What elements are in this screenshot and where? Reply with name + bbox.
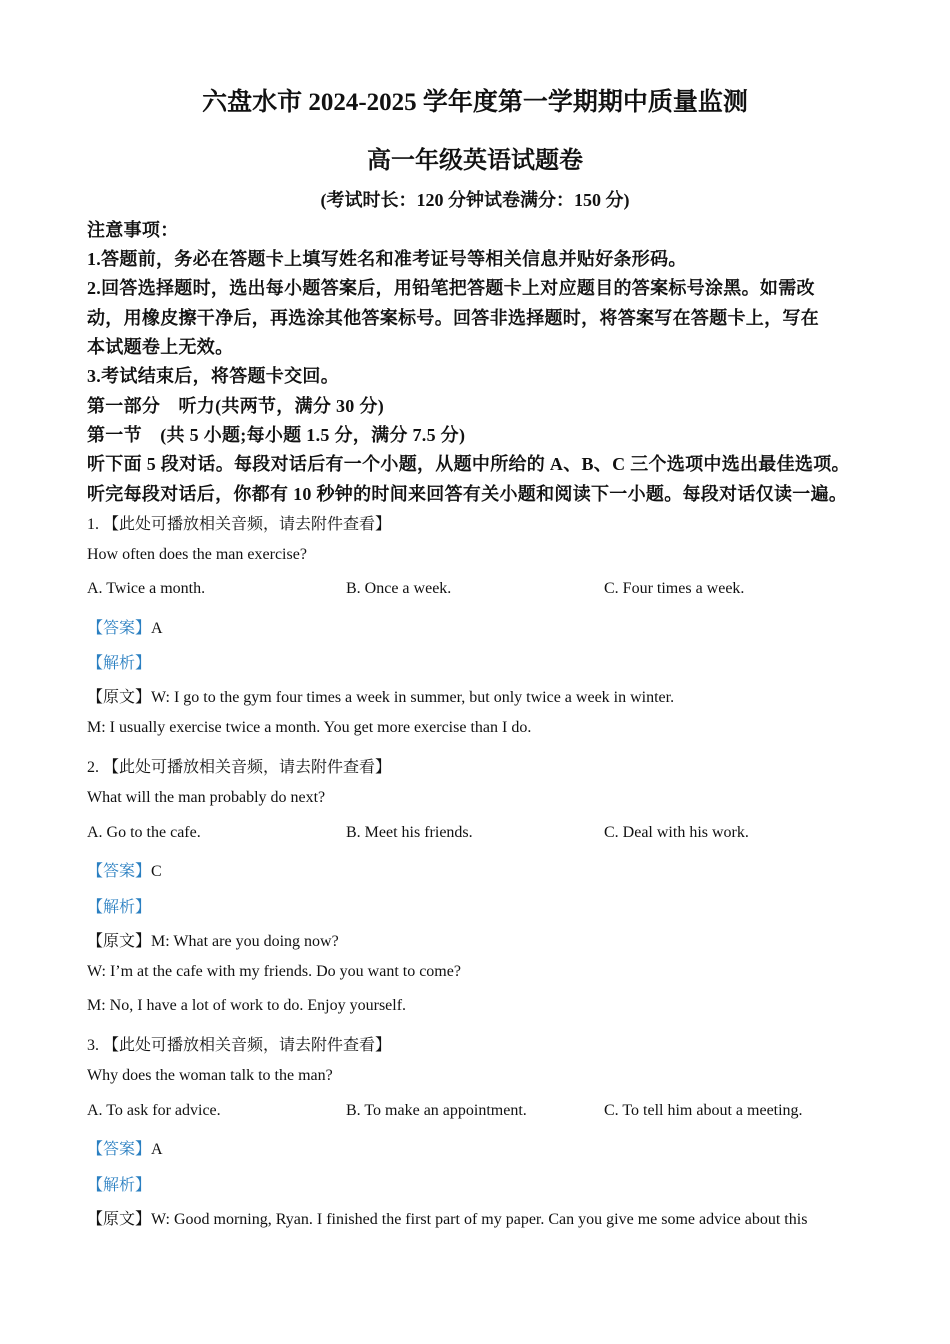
q2-analysis-label: 【解析】 bbox=[87, 899, 152, 916]
q1-analysis-label: 【解析】 bbox=[87, 655, 152, 672]
q3-option-a: A. To ask for advice. bbox=[87, 1102, 221, 1119]
q2-answer-value: C bbox=[151, 863, 162, 880]
q1-answer bbox=[87, 615, 163, 638]
note-2-line-1: 2.回答选择题时，选出每小题答案后，用铅笔把答题卡上对应题目的答案标号涂黑。如需改 bbox=[87, 278, 815, 298]
exam-info: (考试时长：120 分钟试卷满分：150 分) bbox=[320, 190, 630, 210]
original-label: 【原文】 bbox=[87, 689, 152, 706]
instruction-line-1: 听下面 5 段对话。每段对话后有一个小题，从题中所给的 A、B、C 三个选项中选出最佳选项。 bbox=[87, 454, 850, 474]
q3-answer-value: A bbox=[151, 1141, 163, 1158]
q3-transcript-text-1: W: Good morning, Ryan. I finished the first part of my paper. Can you give me some advice about this bbox=[151, 1211, 808, 1228]
q1-option-c: C. Four times a week. bbox=[604, 580, 745, 597]
note-2-line-3: 本试题卷上无效。 bbox=[87, 337, 234, 357]
answer-label: 【答案】 bbox=[87, 620, 152, 637]
q3-option-b: B. To make an appointment. bbox=[346, 1102, 527, 1119]
q3-analysis-label: 【解析】 bbox=[87, 1177, 152, 1194]
q1-transcript-2: M: I usually exercise twice a month. You get more exercise than I do. bbox=[87, 719, 532, 736]
original-label: 【原文】 bbox=[87, 1211, 152, 1228]
answer-label: 【答案】 bbox=[87, 1141, 152, 1158]
q2-option-b: B. Meet his friends. bbox=[346, 824, 473, 841]
note-3: 3.考试结束后，将答题卡交回。 bbox=[87, 366, 339, 386]
instruction-line-2: 听完每段对话后，你都有 10 秒钟的时间来回答有关小题和阅读下一小题。每段对话仅读一遍。 bbox=[87, 484, 848, 504]
answer-label: 【答案】 bbox=[87, 863, 152, 880]
q2-question: What will the man probably do next? bbox=[87, 789, 326, 806]
q2-transcript-1 bbox=[87, 928, 339, 951]
q3-number: 3. 【此处可播放相关音频，请去附件查看】 bbox=[87, 1037, 392, 1054]
q2-option-c: C. Deal with his work. bbox=[604, 824, 749, 841]
notes-heading: 注意事项： bbox=[87, 220, 179, 240]
q2-transcript-3: M: No, I have a lot of work to do. Enjoy yourself. bbox=[87, 997, 407, 1014]
q3-answer bbox=[87, 1136, 163, 1159]
q1-option-b: B. Once a week. bbox=[346, 580, 452, 597]
part-heading: 第一部分 听力(共两节，满分 30 分) bbox=[87, 396, 384, 416]
q1-question: How often does the man exercise? bbox=[87, 546, 307, 563]
q2-answer bbox=[87, 858, 162, 881]
q3-question: Why does the woman talk to the man? bbox=[87, 1067, 333, 1084]
q2-transcript-2: W: I’m at the cafe with my friends. Do you want to come? bbox=[87, 963, 461, 980]
note-2-line-2: 动，用橡皮擦干净后，再选涂其他答案标号。回答非选择题时，将答案写在答题卡上，写在 bbox=[87, 308, 819, 328]
q2-transcript-text-1: M: What are you doing now? bbox=[151, 933, 339, 950]
original-label: 【原文】 bbox=[87, 933, 152, 950]
q3-option-c: C. To tell him about a meeting. bbox=[604, 1102, 803, 1119]
q1-transcript-text-1: W: I go to the gym four times a week in summer, but only twice a week in winter. bbox=[151, 689, 675, 706]
q1-answer-value: A bbox=[151, 620, 163, 637]
page-title: 六盘水市 2024-2025 学年度第一学期期中质量监测 bbox=[202, 89, 748, 116]
q1-option-a: A. Twice a month. bbox=[87, 580, 206, 597]
q1-number: 1. 【此处可播放相关音频，请去附件查看】 bbox=[87, 516, 392, 533]
q2-number: 2. 【此处可播放相关音频，请去附件查看】 bbox=[87, 759, 392, 776]
q1-transcript-1 bbox=[87, 684, 674, 707]
section-heading: 第一节 (共 5 小题;每小题 1.5 分，满分 7.5 分) bbox=[87, 425, 466, 445]
note-1: 1.答题前，务必在答题卡上填写姓名和准考证号等相关信息并贴好条形码。 bbox=[87, 249, 687, 269]
q2-option-a: A. Go to the cafe. bbox=[87, 824, 201, 841]
page-subtitle: 高一年级英语试题卷 bbox=[367, 148, 583, 174]
q3-transcript-1 bbox=[87, 1206, 807, 1229]
